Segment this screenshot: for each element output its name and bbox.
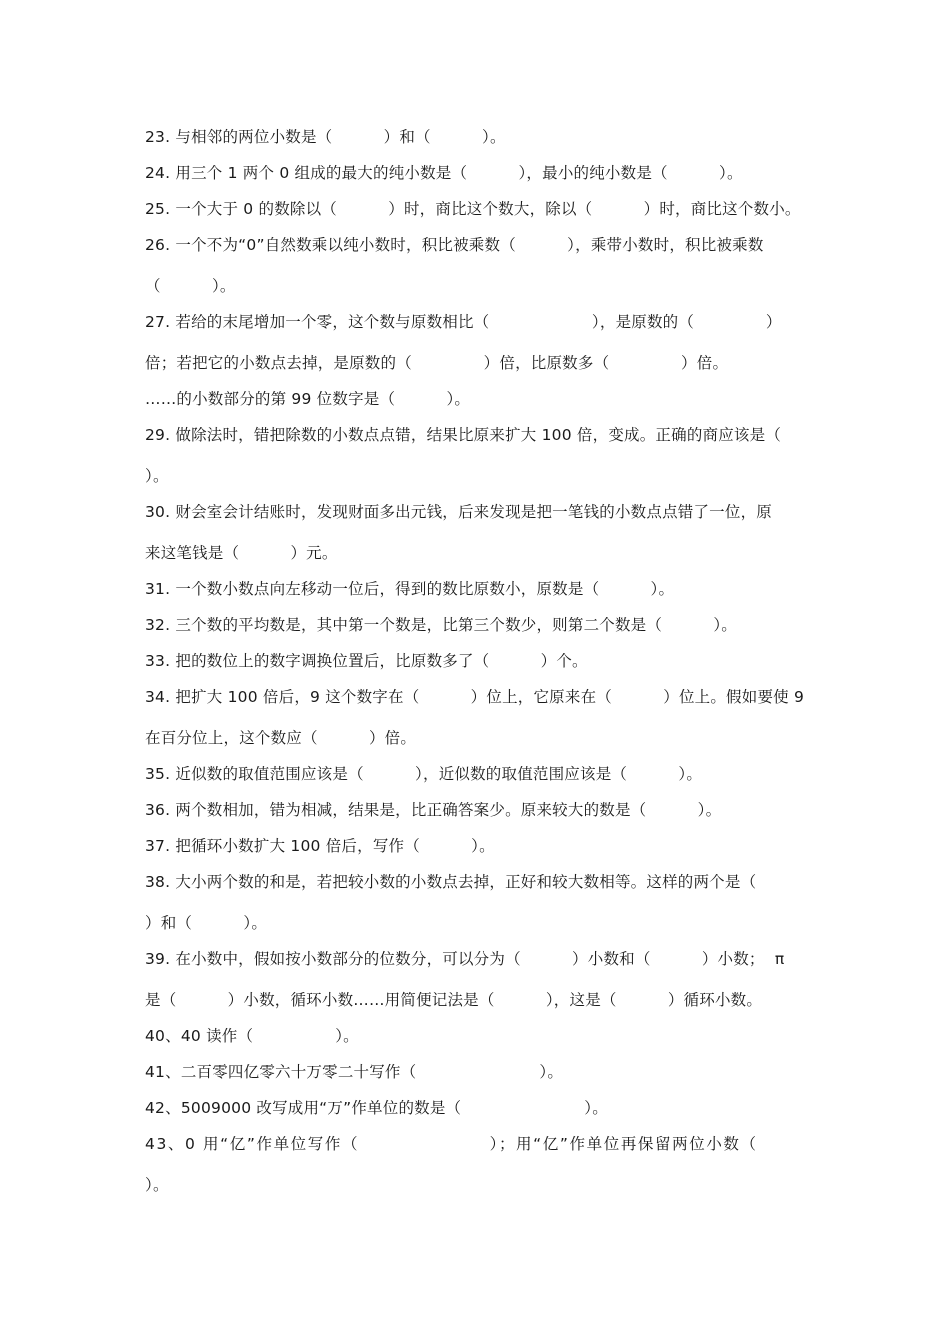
question-40: 40、40 读作（ ）。 (145, 1027, 359, 1045)
question-30-line-1: 30. 财会室会计结账时，发现财面多出元钱，后来发现是把一笔钱的小数点点错了一位，原 (145, 503, 772, 521)
question-39-line-1: 39. 在小数中，假如按小数部分的位数分，可以分为（ ）小数和（ ）小数； π (145, 950, 785, 968)
question-38-line-2: ）和（ ）。 (145, 914, 268, 932)
question-34-line-1: 34. 把扩大 100 倍后，9 这个数字在（ ）位上，它原来在（ ）位上。假如要使 9 (145, 688, 805, 706)
question-27-line-1: 27. 若给的末尾增加一个零，这个数与原数相比（ ），是原数的（ ） (145, 313, 782, 331)
question-26-line-2: （ ）。 (145, 277, 236, 295)
question-30-line-2: 来这笔钱是（ ）元。 (145, 544, 338, 562)
question-34-line-2: 在百分位上，这个数应（ ）倍。 (145, 729, 417, 747)
question-41: 41、二百零四亿零六十万零二十写作（ ）。 (145, 1063, 564, 1081)
question-32: 32. 三个数的平均数是，其中第一个数是，比第三个数少，则第二个数是（ ）。 (145, 616, 737, 634)
question-23: 23. 与相邻的两位小数是（ ）和（ ）。 (145, 128, 506, 146)
question-25: 25. 一个大于 0 的数除以（ ）时，商比这个数大，除以（ ）时，商比这个数小。 (145, 200, 801, 218)
question-26-line-1: 26. 一个不为“0”自然数乘以纯小数时，积比被乘数（ ），乘带小数时，积比被乘数 (145, 236, 764, 254)
question-35: 35. 近似数的取值范围应该是（ ），近似数的取值范围应该是（ ）。 (145, 765, 703, 783)
question-29-line-2: ）。 (145, 467, 169, 485)
question-24: 24. 用三个 1 两个 0 组成的最大的纯小数是（ ），最小的纯小数是（ ）。 (145, 164, 743, 182)
question-38-line-1: 38. 大小两个数的和是，若把较小数的小数点去掉，正好和较大数相等。这样的两个是（ (145, 873, 757, 891)
question-43-line-1: 43、0 用“亿”作单位写作（ ）；用“亿”作单位再保留两位小数（ (145, 1135, 758, 1153)
question-42: 42、5009000 改写成用“万”作单位的数是（ ）。 (145, 1099, 608, 1117)
question-29-line-1: 29. 做除法时，错把除数的小数点点错，结果比原来扩大 100 倍，变成。正确的商应该是（ (145, 426, 782, 444)
question-28: ……的小数部分的第 99 位数字是（ ）。 (145, 390, 471, 408)
question-31: 31. 一个数小数点向左移动一位后，得到的数比原数小，原数是（ ）。 (145, 580, 675, 598)
question-37: 37. 把循环小数扩大 100 倍后，写作（ ）。 (145, 837, 495, 855)
question-36: 36. 两个数相加，错为相减，结果是，比正确答案少。原来较大的数是（ ）。 (145, 801, 722, 819)
question-27-line-2: 倍；若把它的小数点去掉，是原数的（ ）倍，比原数多（ ）倍。 (145, 354, 729, 372)
question-39-line-2: 是（ ）小数，循环小数……用简便记法是（ ），这是（ ）循环小数。 (145, 991, 763, 1009)
question-33: 33. 把的数位上的数字调换位置后，比原数多了（ ）个。 (145, 652, 588, 670)
question-43-line-2: ）。 (145, 1176, 169, 1194)
